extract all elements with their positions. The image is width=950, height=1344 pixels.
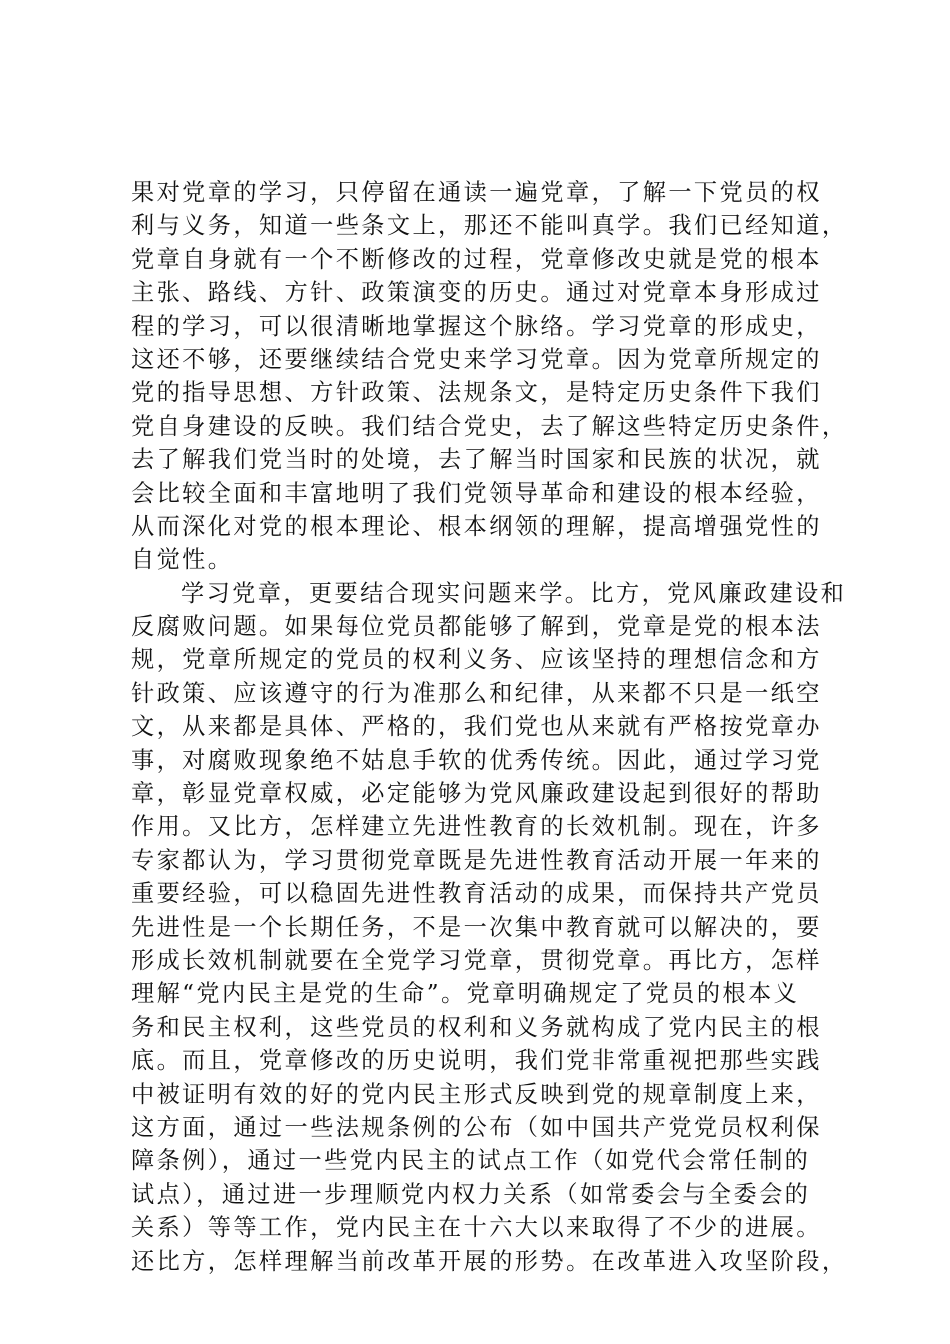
text-line: 关系）等等工作，党内民主在十六大以来取得了不少的进展。 <box>131 1214 822 1242</box>
text-line: 先进性是一个长期任务，不是一次集中教育就可以解决的，要 <box>131 913 822 941</box>
text-line: 针政策、应该遵守的行为准那么和纪律，从来都不只是一纸空 <box>131 679 822 707</box>
text-line: 底。而且，党章修改的历史说明，我们党非常重视把那些实践 <box>131 1047 822 1075</box>
text-line: 从而深化对党的根本理论、根本纲领的理解，提高增强党性的 <box>131 512 822 540</box>
text-line: 文，从来都是具体、严格的，我们党也从来就有严格按党章办 <box>131 713 822 741</box>
text-line: 重要经验，可以稳固先进性教育活动的成果，而保持共产党员 <box>131 880 822 908</box>
text-line: 还比方，怎样理解当前改革开展的形势。在改革进入攻坚阶段， <box>131 1247 848 1275</box>
text-line: 党自身建设的反映。我们结合党史，去了解这些特定历史条件， <box>131 412 848 440</box>
text-line: 形成长效机制就要在全党学习党章，贯彻党章。再比方，怎样 <box>131 946 822 974</box>
text-line: 主张、路线、方针、政策演变的历史。通过对党章本身形成过 <box>131 279 822 307</box>
text-line: 党的指导思想、方针政策、法规条文，是特定历史条件下我们 <box>131 379 822 407</box>
text-line: 专家都认为，学习贯彻党章既是先进性教育活动开展一年来的 <box>131 846 822 874</box>
text-line: 障条例），通过一些党内民主的试点工作（如党代会常任制的 <box>131 1147 811 1175</box>
text-line: 自觉性。 <box>131 546 234 574</box>
text-line: 去了解我们党当时的处境，去了解当时国家和民族的状况，就 <box>131 446 822 474</box>
text-line: 这方面，通过一些法规条例的公布（如中国共产党党员权利保 <box>131 1113 822 1141</box>
text-line: 反腐败问题。如果每位党员都能够了解到，党章是党的根本法 <box>131 613 822 641</box>
text-line: 这还不够，还要继续结合党史来学习党章。因为党章所规定的 <box>131 345 822 373</box>
text-line: 试点），通过进一步理顺党内权力关系（如常委会与全委会的 <box>131 1180 811 1208</box>
text-line: 果对党章的学习，只停留在通读一遍党章，了解一下党员的权 <box>131 179 822 206</box>
text-line: 事，对腐败现象绝不姑息手软的优秀传统。因此，通过学习党 <box>131 746 822 774</box>
body-text <box>131 176 848 1278</box>
text-line: 章，彰显党章权威，必定能够为党风廉政建设起到很好的帮助 <box>131 780 822 808</box>
text-line: 中被证明有效的好的党内民主形式反映到党的规章制度上来， <box>131 1080 822 1108</box>
text-line: 利与义务，知道一些条文上，那还不能叫真学。我们已经知道， <box>131 212 848 240</box>
text-line: 党章自身就有一个不断修改的过程，党章修改史就是党的根本 <box>131 245 822 273</box>
paragraph-start-line: 学习党章，更要结合现实问题来学。比方，党风廉政建设和 <box>181 579 847 607</box>
text-line: 会比较全面和丰富地明了我们党领导革命和建设的根本经验， <box>131 479 822 507</box>
text-line: 理解“党内民主是党的生命”。党章明确规定了党员的根本义 <box>131 980 800 1008</box>
text-line: 程的学习，可以很清晰地掌握这个脉络。学习党章的形成史， <box>131 312 822 340</box>
text-line: 务和民主权利，这些党员的权利和义务就构成了党内民主的根 <box>131 1013 822 1041</box>
text-line: 规，党章所规定的党员的权利义务、应该坚持的理想信念和方 <box>131 646 822 674</box>
text-line: 作用。又比方，怎样建立先进性教育的长效机制。现在，许多 <box>131 813 822 841</box>
